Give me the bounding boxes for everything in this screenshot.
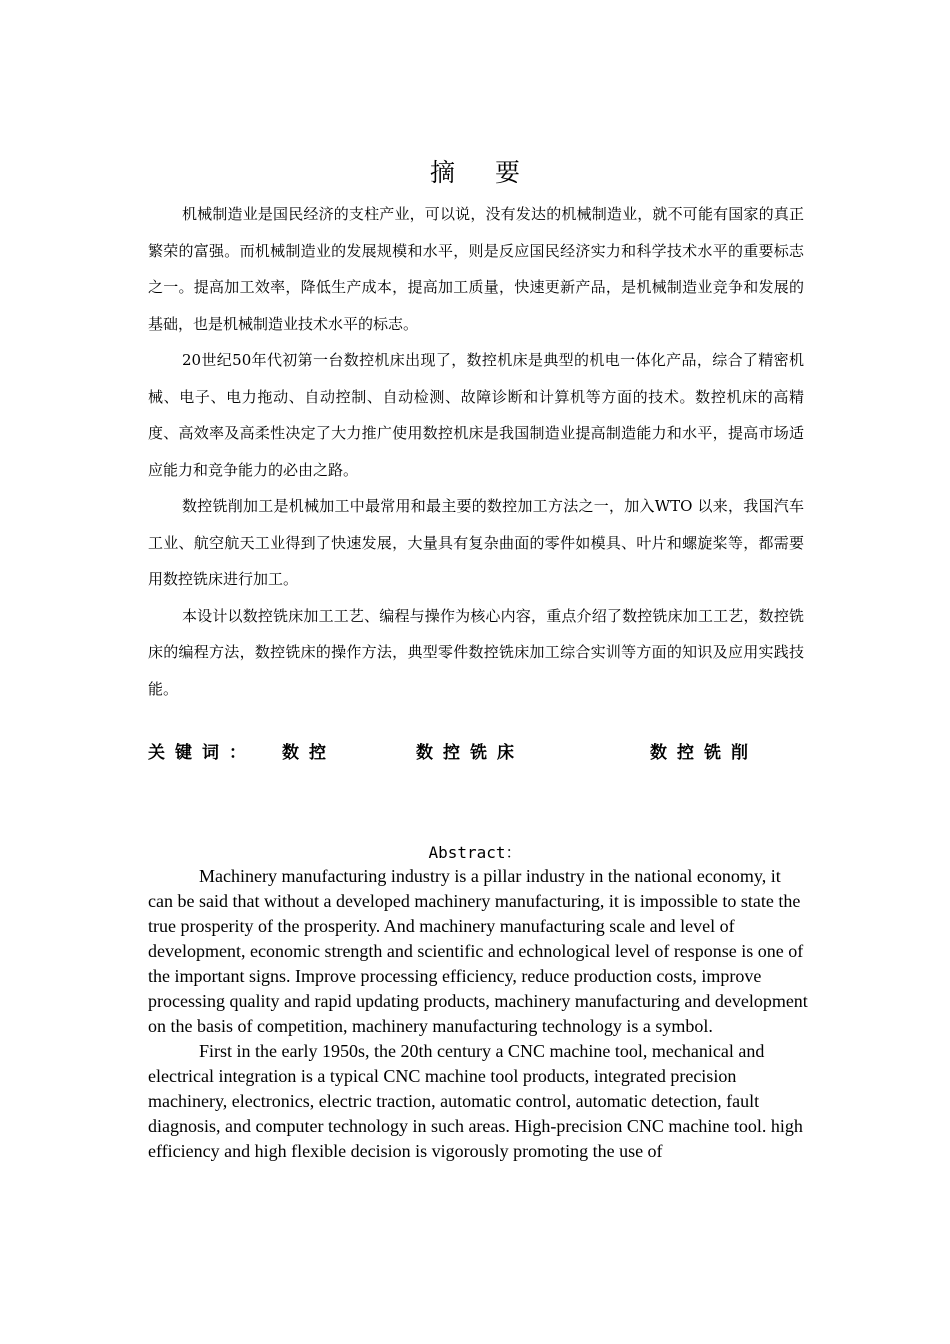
keyword-item: 数控 xyxy=(282,743,336,763)
cn-paragraph-4: 本设计以数控铣床加工工艺、编程与操作为核心内容，重点介绍了数控铣床加工工艺，数控铣床的编程方法，数控铣床的操作方法，典型零件数控铣床加工综合实训等方面的知识及应用实践技能。 xyxy=(148,606,804,698)
abstract-body-cn xyxy=(148,196,804,707)
cn-paragraph-3: 数控铣削加工是机械加工中最常用和最主要的数控加工方法之一，加入WTO 以来，我国汽车工业、航空航天工业得到了快速发展，大量具有复杂曲面的零件如模具、叶片和螺旋桨等，都需要用数控铣床进行加工。 xyxy=(148,497,804,588)
en-paragraph-1: Machinery manufacturing industry is a pillar industry in the national economy, it can be said that without a developed machinery manufacturing, it is impossible to state the true prosperity of the prosperity. And machinery manufacturing scale and level of development, economic strength and scientific and echnological level of response is one of the important signs. Improve processing efficiency, reduce production costs, improve processing quality and rapid updating products, machinery manufacturing and development on the basis of competition, machinery manufacturing technology is a symbol. xyxy=(148,866,808,1036)
keyword-item: 数控铣床 xyxy=(416,743,524,763)
keywords-line xyxy=(148,736,828,770)
cn-paragraph-2: 20世纪50年代初第一台数控机床出现了，数控机床是典型的机电一体化产品，综合了精密机械、电子、电力拖动、自动控制、自动检测、故障诊断和计算机等方面的技术。数控机床的高精度、高效率及高柔性决定了大力推广使用数控机床是我国制造业提高制造能力和水平，提高市场适应能力和竞争能力的必由之路。 xyxy=(148,351,804,479)
keyword-item: 数控铣削 xyxy=(650,743,758,763)
abstract-title-en: Abstract： xyxy=(428,843,522,862)
cn-paragraph-1: 机械制造业是国民经济的支柱产业，可以说，没有发达的机械制造业，就不可能有国家的真正繁荣的富强。而机械制造业的发展规模和水平，则是反应国民经济实力和科学技术水平的重要标志之一。提高加工效率，降低生产成本，提高加工质量，快速更新产品，是机械制造业竞争和发展的基础，也是机械制造业技术水平的标志。 xyxy=(148,205,804,333)
keywords-label: 关键词： xyxy=(148,743,256,763)
en-paragraph-2: First in the early 1950s, the 20th century a CNC machine tool, mechanical and electrical integration is a typical CNC machine tool products, integrated precision machinery, electronics, electric traction, automatic control, automatic detection, fault diagnosis, and computer technology in such areas. High-precision CNC machine tool. high efficiency and high flexible decision is vigorously promoting the use of xyxy=(148,1041,803,1161)
abstract-title-cn: 摘要 xyxy=(429,158,560,187)
abstract-body-en xyxy=(148,864,808,1164)
